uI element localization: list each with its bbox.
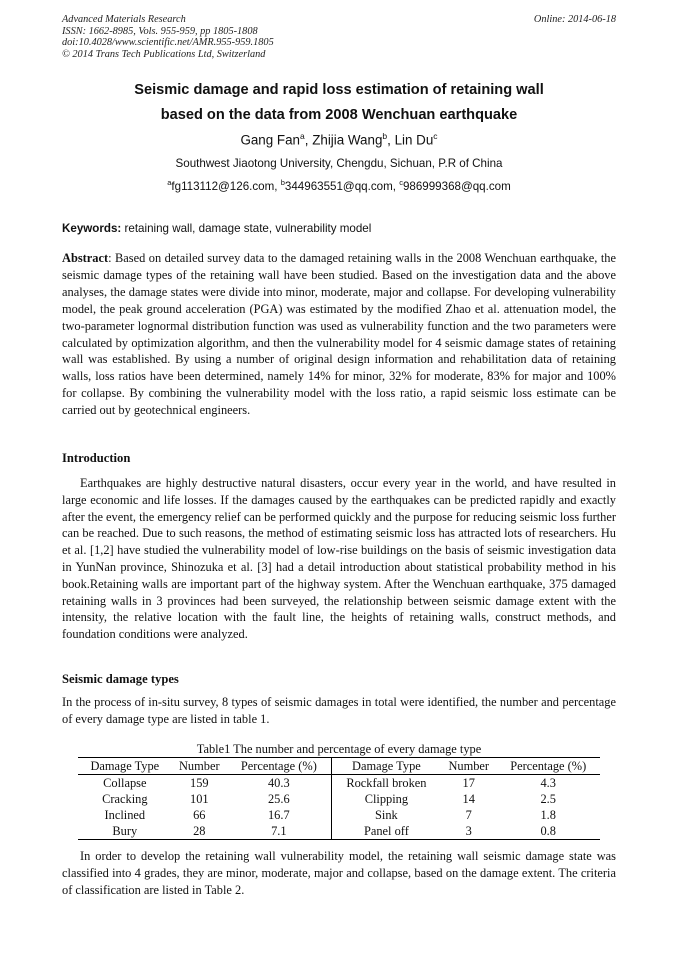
- table-cell: 16.7: [267, 807, 290, 822]
- email-sup: b: [280, 178, 285, 187]
- table-cell: 159: [190, 775, 209, 790]
- column-header: Number: [448, 758, 490, 773]
- author-name: Lin Du: [394, 132, 434, 148]
- keywords-text: retaining wall, damage state, vulnerability model: [124, 222, 372, 235]
- table-cell: Collapse: [103, 775, 147, 790]
- abstract: [62, 250, 616, 419]
- email-link[interactable]: fg113112@126.com: [171, 179, 275, 193]
- author-sup: b: [382, 131, 388, 141]
- author-name: Zhijia Wang: [312, 132, 383, 148]
- introduction-paragraph: Earthquakes are highly destructive natural disasters, occur every year in the world, and have resulted in large economic and life losses. If the damages caused by the earthquakes can be predicted rapidly and exactly after the event, the emergency relief can be performed quickly and the purpose for reducing seismic loss further can be reached. Due to such reasons, the method of estimating seismic loss has attracted lots of researchers. Hu et al. [1,2] have studied the vulnerability model of low-rise buildings on the basis of seismic investigation data in YunNan province, Shinozuka et al. [3] had a detail introduction about statistical probability method in his book.Retaining walls are important part of the highway system. After the Wenchuan earthquake, 375 damaged retaining walls in 3 provinces had been surveyed, the relationship between seismic damage extent with the intensity, the relative location with the fault line, the heights of retaining walls, construct methods, and foundation conditions were analyzed.: [62, 476, 616, 642]
- damage-type-table: [78, 757, 600, 840]
- column-header: Percentage (%): [240, 758, 317, 773]
- column-header: Damage Type: [90, 758, 160, 773]
- table-cell: Clipping: [331, 791, 441, 807]
- table-row: [78, 791, 600, 807]
- table-cell: Cracking: [102, 791, 148, 806]
- paper-title-line2: based on the data from 2008 Wenchuan earthquake: [160, 107, 518, 123]
- affiliation: Southwest Jiaotong University, Chengdu, Sichuan, P.R of China: [175, 157, 503, 170]
- table-row: [78, 807, 600, 823]
- abstract-label: Abstract: [62, 251, 109, 265]
- author-sup: c: [433, 131, 438, 141]
- classification-paragraph: In order to develop the retaining wall vulnerability model, the retaining wall seismic damage state was classified into 4 grades, they are minor, moderate, major and collapse, based on the damage extent. The criteria of classification are listed in Table 2.: [62, 849, 616, 897]
- table-cell: 4.3: [540, 775, 556, 790]
- journal-name: Advanced Materials Research: [62, 14, 186, 25]
- table-cell: 25.6: [267, 791, 290, 806]
- table-cell: Sink: [331, 807, 441, 823]
- keywords-label: Keywords:: [62, 222, 122, 235]
- table-cell: 1.8: [540, 807, 556, 822]
- section-heading-introduction: Introduction: [62, 451, 131, 465]
- table-cell: 0.8: [540, 823, 556, 838]
- column-header: Percentage (%): [510, 758, 587, 773]
- column-header: Number: [178, 758, 220, 773]
- table-cell: 3: [465, 823, 472, 838]
- email-sup: a: [167, 178, 172, 187]
- table-row: [78, 775, 600, 792]
- table-header-row: [78, 758, 600, 775]
- table-cell: Panel off: [331, 823, 441, 840]
- email-sup: c: [399, 178, 403, 187]
- author-name: Gang Fan: [240, 132, 300, 148]
- table-cell: 28: [193, 823, 206, 838]
- table-cell: Inclined: [104, 807, 146, 822]
- copyright: © 2014 Trans Tech Publications Ltd, Switzerland: [62, 48, 266, 60]
- table-cell: Rockfall broken: [331, 775, 441, 792]
- author-list: Gang Fan$^a$, Zhijia Wang$^b$, Lin Du$^c$: [240, 131, 438, 148]
- doi: doi:10.4028/www.scientific.net/AMR.955-959.1805: [62, 37, 274, 49]
- issn: ISSN: 1662-8985, Vols. 955-959, pp 1805-1808: [62, 25, 258, 37]
- email-link[interactable]: 344963551@qq.com: [284, 179, 393, 193]
- keywords: [62, 222, 371, 235]
- paper-title-line1: Seismic damage and rapid loss estimation of retaining wall: [134, 82, 544, 98]
- table-cell: 17: [462, 775, 475, 790]
- table-cell: 7.1: [271, 823, 287, 838]
- column-header: Damage Type: [331, 758, 441, 775]
- table-cell: 101: [190, 791, 209, 806]
- table-row: [78, 823, 600, 840]
- author-sup: a: [300, 131, 305, 141]
- table-cell: 7: [465, 807, 472, 822]
- section-heading-seismic-damage-types: Seismic damage types: [62, 672, 179, 686]
- email-list: $^a$fg113112@126.com, $^b$344963551@qq.com, $^c$986999368@qq.com: [167, 178, 511, 193]
- table-cell: Bury: [112, 823, 138, 838]
- online-date: Online: 2014-06-18: [533, 14, 616, 25]
- journal-header: [62, 14, 274, 60]
- email-link[interactable]: 986999368@qq.com: [402, 179, 511, 193]
- table-cell: 40.3: [267, 775, 290, 790]
- seismic-damage-paragraph: In the process of in-situ survey, 8 types of seismic damages in total were identified, the number and percentage of every damage type are listed in table 1.: [62, 695, 616, 726]
- abstract-text: : Based on detailed survey data to the damaged retaining walls in the 2008 Wenchuan earthquake, the seismic damage types of the retaining wall have been studied. Based on the investigation data and the above analyses, the damage states were divide into minor, moderate, major and collapse. For developing vulnerability model, the peak ground acceleration (PGA) was estimated by the modified Zhao et al. attenuation model, the two-parameter lognormal distribution function was used as vulnerability function and the two parameters were calculated by optimization algorithm, and then the vulnerability model for 4 seismic damage states of retaining wall was established. By using a number of original design information and rehabilitation data of retaining walls, loss ratios have been determined, namely 14% for minor, 32% for moderate, 83% for major and 100% for collapse. By combining the vulnerability model with the loss ratio, a rapid seismic loss estimate can be carried out by geotechnical engineers.: [62, 251, 616, 418]
- table-caption: Table1 The number and percentage of every damage type: [196, 742, 482, 756]
- table-cell: 2.5: [540, 791, 556, 806]
- table-cell: 14: [462, 791, 475, 806]
- table-cell: 66: [193, 807, 206, 822]
